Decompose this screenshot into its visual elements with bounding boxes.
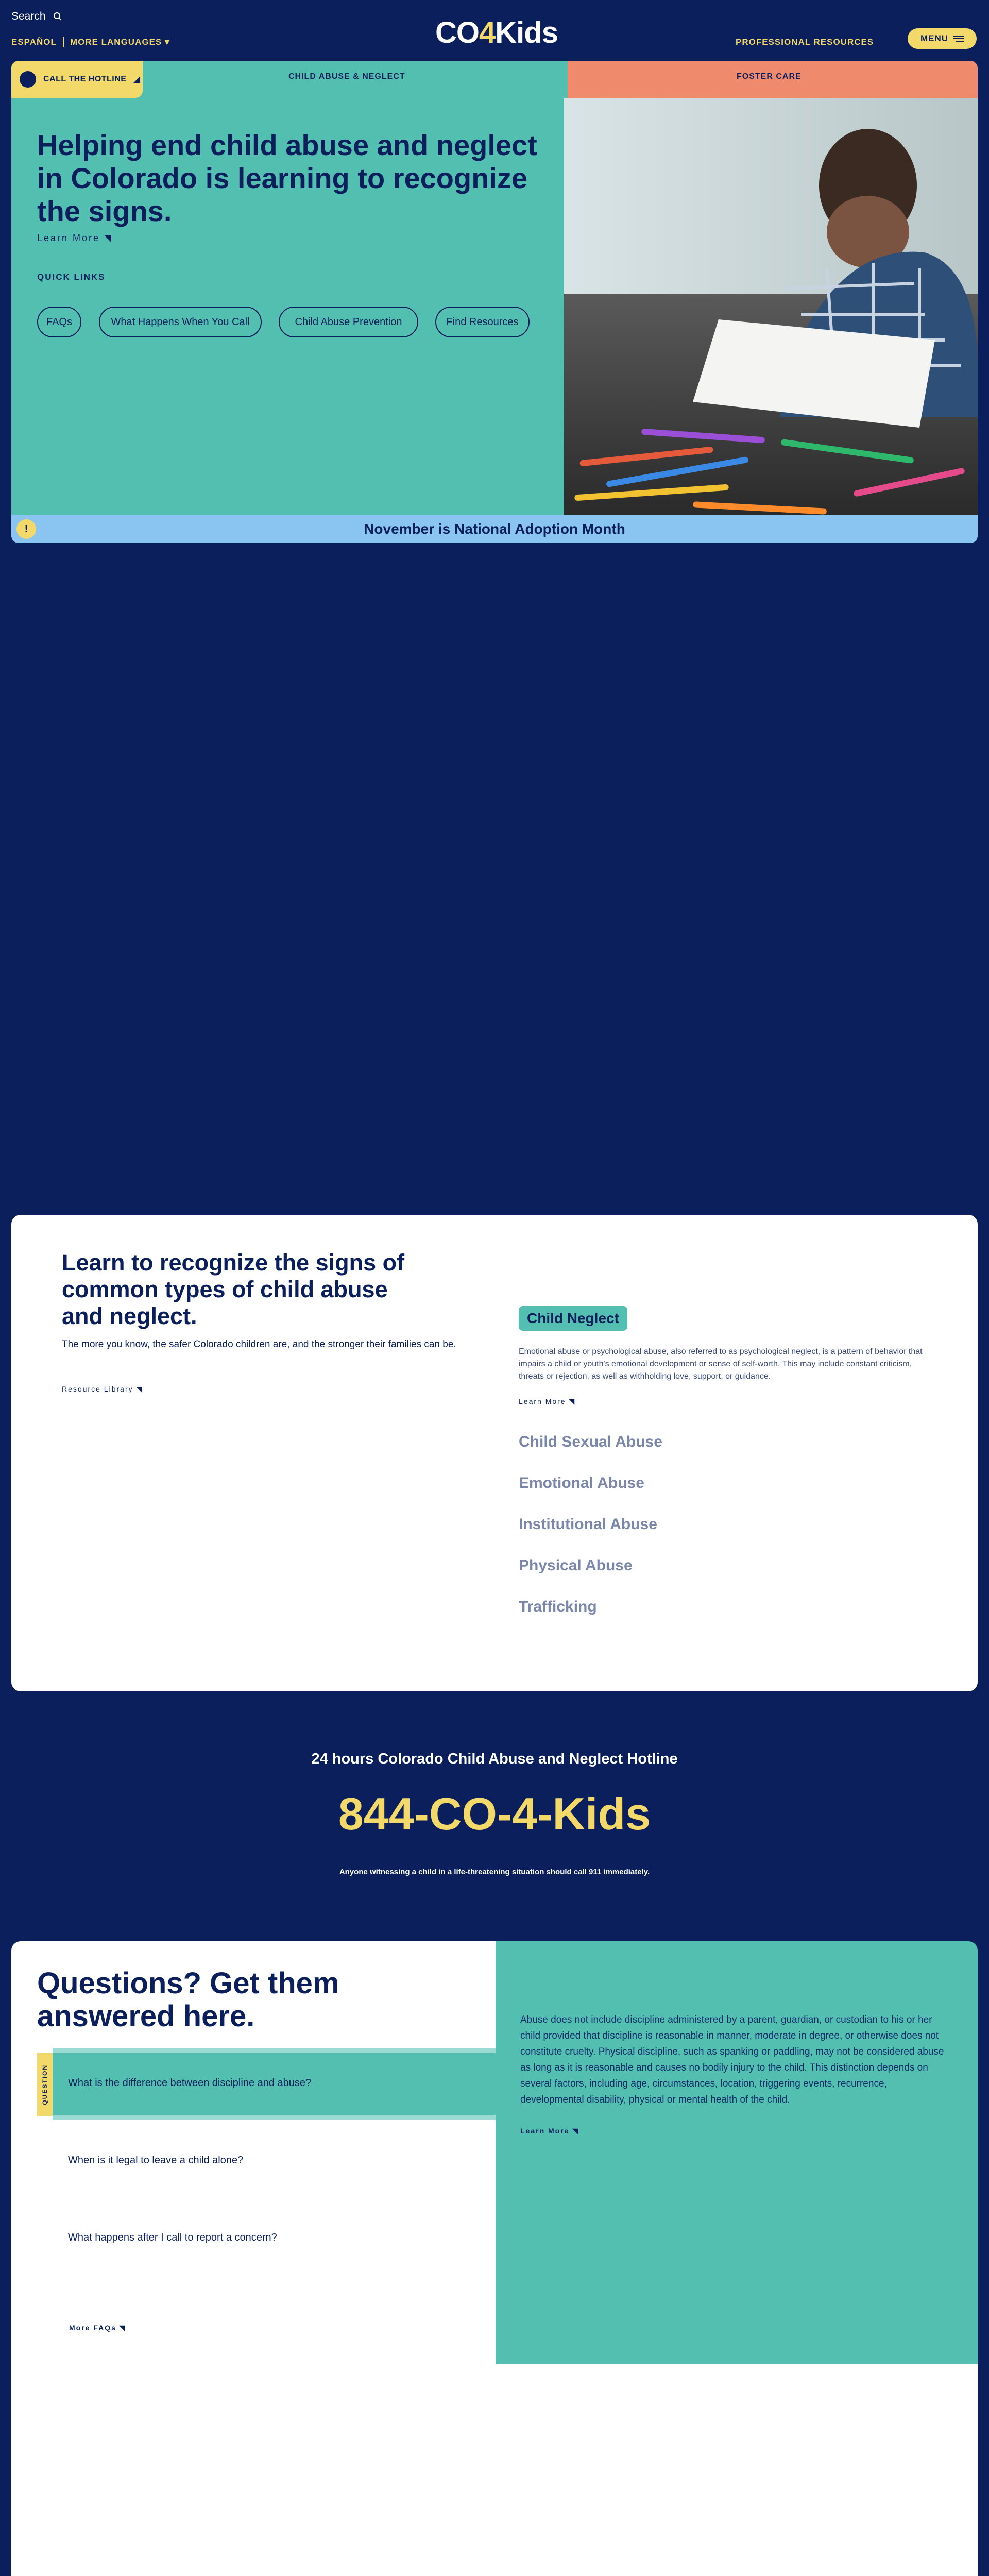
more-faqs-link[interactable]: More FAQs ◥: [69, 2324, 126, 2332]
arrow-icon: ◥: [569, 1397, 576, 1405]
menu-label: MENU: [920, 33, 949, 43]
quick-links-label: QUICK LINKS: [37, 272, 106, 282]
abuse-type-physical[interactable]: Physical Abuse: [519, 1557, 633, 1574]
answer-text: Abuse does not include discipline administered by a parent, guardian, or custodian to his or her child provided that discipline is reasonable in manner, moderate in degree, or otherwise does not constitute cruelty. Physical discipline, such as spanking or paddling, may not be considered abuse as long as it is reasonable and causes no bodily injury to the child. This distinction depends on several factors, including age, circumstances, location, triggering events, recurrence, developmental disability, physical or mental health of the child.: [520, 2014, 944, 2105]
hotline-title: 24 hours Colorado Child Abuse and Neglect Hotline: [311, 1751, 678, 1767]
question-item-discipline[interactable]: What is the difference between discipline and abuse?: [68, 2077, 312, 2089]
abuse-type-trafficking[interactable]: Trafficking: [519, 1598, 597, 1615]
more-languages-dropdown[interactable]: MORE LANGUAGES ▾: [70, 37, 170, 47]
arrow-icon: ◥: [104, 233, 113, 243]
answer-panel: [496, 1941, 978, 2364]
question-side-tab: QUESTION: [37, 2053, 53, 2116]
alert-icon: !: [16, 519, 36, 539]
professional-resources-link[interactable]: PROFESSIONAL RESOURCES: [736, 37, 874, 47]
menu-button[interactable]: [908, 28, 977, 49]
arrow-icon: ◥: [136, 1385, 143, 1393]
call-hotline-button[interactable]: [11, 61, 143, 98]
abuse-type-emotional[interactable]: Emotional Abuse: [519, 1475, 644, 1492]
questions-panel: [11, 1941, 496, 2576]
hero-learn-more-link[interactable]: Learn More ◥: [37, 233, 113, 243]
hero-image: [564, 98, 978, 515]
arrow-icon: ◥: [572, 2127, 579, 2135]
abuse-type-sexual[interactable]: Child Sexual Abuse: [519, 1433, 662, 1450]
search-button[interactable]: [11, 10, 62, 23]
quick-link-prevention[interactable]: Child Abuse Prevention: [279, 307, 418, 337]
arrow-icon: ◢: [133, 75, 141, 84]
quick-link-what-happens[interactable]: What Happens When You Call: [99, 307, 262, 337]
lang-divider: [63, 37, 64, 47]
abuse-type-learn-more[interactable]: Learn More ◥: [519, 1397, 576, 1405]
quick-link-faqs[interactable]: FAQs: [37, 307, 81, 337]
signs-title: Learn to recognize the signs of common types of child abuse and neglect.: [62, 1249, 405, 1329]
arrow-icon: ◥: [119, 2324, 126, 2332]
phone-icon: [20, 71, 36, 88]
answer-learn-more-link[interactable]: Learn More ◥: [520, 2127, 579, 2135]
lang-espanol-link[interactable]: ESPAÑOL: [11, 37, 57, 47]
hotline-number[interactable]: 844-CO-4-Kids: [338, 1788, 651, 1839]
abuse-type-description: Emotional abuse or psychological abuse, also referred to as psychological neglect, is a pattern of behavior that impairs a child or youth's emotional development or sense of self-worth. This may include constant criticism, threats or rejection, as well as withholding love, support, or guidance.: [519, 1347, 923, 1381]
tab-foster-care[interactable]: FOSTER CARE: [737, 72, 802, 81]
questions-title: Questions? Get them answered here.: [37, 1967, 339, 2033]
call-hotline-label: CALL THE HOTLINE: [43, 75, 127, 83]
site-logo[interactable]: CO4Kids: [435, 16, 558, 49]
adoption-month-banner[interactable]: [11, 515, 978, 543]
tab-child-abuse-neglect[interactable]: CHILD ABUSE & NEGLECT: [288, 72, 405, 81]
question-item-after-call[interactable]: What happens after I call to report a concern?: [68, 2232, 277, 2243]
hero-title: Helping end child abuse and neglect in Colorado is learning to recognize the signs.: [37, 129, 537, 227]
menu-icon: [953, 35, 964, 42]
question-item-leave-alone[interactable]: When is it legal to leave a child alone?: [68, 2155, 244, 2166]
language-switcher: [11, 37, 170, 47]
hotline-note: Anyone witnessing a child in a life-threatening situation should call 911 immediately.: [339, 1868, 650, 1876]
chevron-down-icon: ▾: [165, 37, 170, 47]
banner-text: November is National Adoption Month: [364, 521, 625, 537]
quick-link-find-resources[interactable]: Find Resources: [435, 307, 530, 337]
signs-paragraph: The more you know, the safer Colorado children are, and the stronger their families can be.: [62, 1339, 456, 1350]
abuse-type-institutional[interactable]: Institutional Abuse: [519, 1516, 657, 1533]
search-label: Search: [11, 10, 46, 22]
abuse-type-child-neglect[interactable]: Child Neglect: [519, 1306, 627, 1331]
resource-library-link[interactable]: Resource Library ◥: [62, 1385, 143, 1393]
search-icon: [53, 12, 62, 21]
